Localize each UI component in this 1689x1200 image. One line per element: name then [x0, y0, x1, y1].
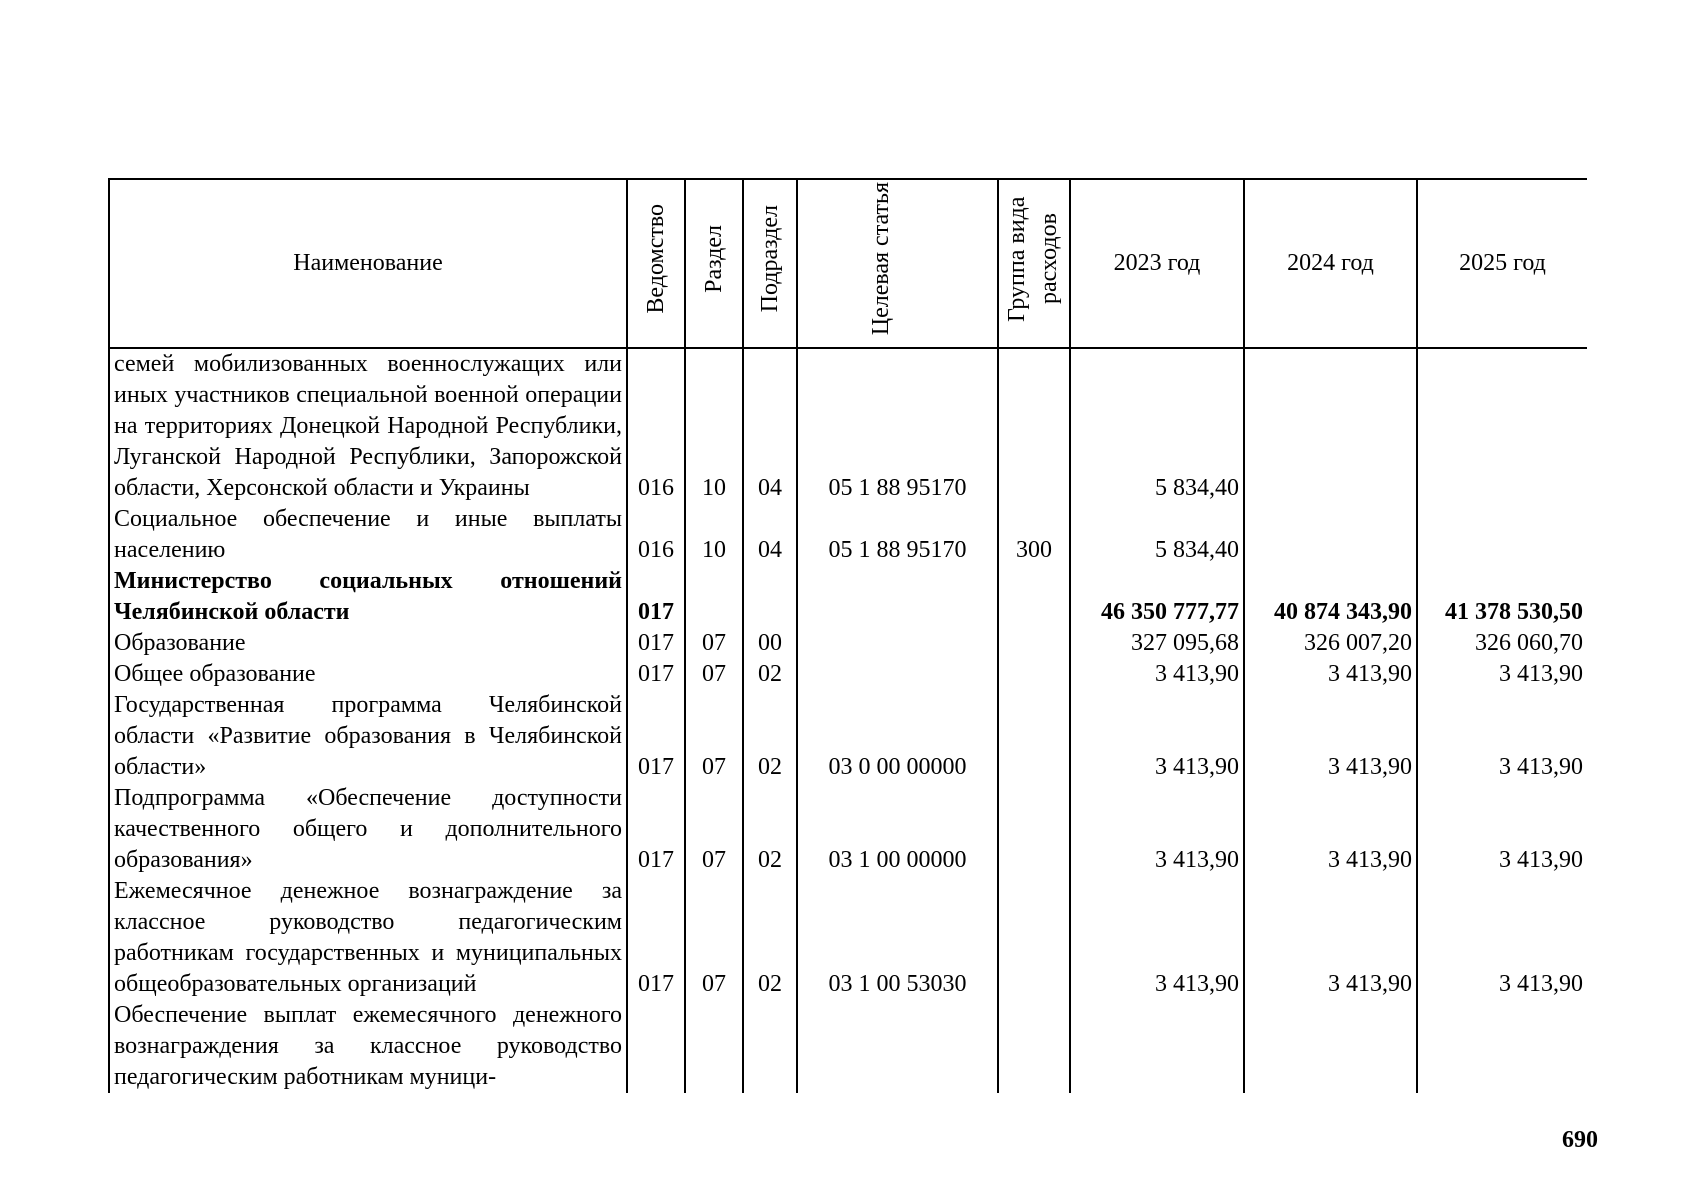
row-target: [797, 628, 998, 659]
row-2025: [1417, 1000, 1587, 1093]
row-2024: 3 413,90: [1244, 783, 1417, 876]
row-target: [797, 659, 998, 690]
row-podrazdel: [743, 1000, 797, 1093]
row-razdel: 10: [685, 348, 743, 504]
row-podrazdel: 02: [743, 690, 797, 783]
row-2023: 3 413,90: [1070, 783, 1244, 876]
row-2025: 41 378 530,50: [1417, 566, 1587, 628]
row-name: Обеспечение выплат ежемесячного денежного вознаграждения за классное руководство педагогическим работникам муници-: [109, 1000, 627, 1093]
row-name: Общее образование: [109, 659, 627, 690]
header-vedomstvo: Ведомство: [627, 179, 685, 348]
row-podrazdel: 04: [743, 348, 797, 504]
row-podrazdel: 04: [743, 504, 797, 566]
row-razdel: 07: [685, 628, 743, 659]
table-row: [109, 659, 1587, 690]
row-group: [998, 659, 1070, 690]
row-2024: 40 874 343,90: [1244, 566, 1417, 628]
row-name: Социальное обеспечение и иные выплаты населению: [109, 504, 627, 566]
row-2025: 3 413,90: [1417, 783, 1587, 876]
budget-table-frame: [108, 178, 1587, 1114]
row-2024: [1244, 504, 1417, 566]
header-2025: 2025 год: [1417, 179, 1587, 348]
row-name: Ежемесячное денежное вознаграждение за классное руководство педагогическим работникам государственных и муниципальных общеобразовательных организаций: [109, 876, 627, 1000]
row-2024: 3 413,90: [1244, 690, 1417, 783]
row-name: Подпрограмма «Обеспечение доступности качественного общего и дополнительного образования»: [109, 783, 627, 876]
row-target: [797, 1000, 998, 1093]
row-vedomstvo: 016: [627, 348, 685, 504]
row-2024: [1244, 1000, 1417, 1093]
row-podrazdel: [743, 566, 797, 628]
table-row: [109, 783, 1587, 876]
table-row: [109, 628, 1587, 659]
row-target: 05 1 88 95170: [797, 348, 998, 504]
row-2025: 3 413,90: [1417, 690, 1587, 783]
row-podrazdel: 00: [743, 628, 797, 659]
row-target: 03 1 00 00000: [797, 783, 998, 876]
row-name: семей мобилизованных военнослужащих или иных участников специальной военной операции на территориях Донецкой Народной Республики, Луганской Народной Республики, Запорожской области, Херсонской области и Украины: [109, 348, 627, 504]
row-group: [998, 566, 1070, 628]
header-name: Наименование: [109, 179, 627, 348]
table-row: [109, 876, 1587, 1000]
table-row: [109, 1000, 1587, 1093]
header-target: Целевая статья: [797, 179, 998, 348]
row-group: [998, 876, 1070, 1000]
row-2024: 3 413,90: [1244, 876, 1417, 1000]
row-razdel: [685, 1000, 743, 1093]
row-target: 03 1 00 53030: [797, 876, 998, 1000]
row-target: [797, 566, 998, 628]
row-name: Министерство социальных отношений Челябинской области: [109, 566, 627, 628]
row-razdel: 07: [685, 690, 743, 783]
row-razdel: 07: [685, 876, 743, 1000]
row-vedomstvo: 017: [627, 690, 685, 783]
row-vedomstvo: 017: [627, 659, 685, 690]
row-vedomstvo: 016: [627, 504, 685, 566]
table-row: [109, 348, 1587, 504]
row-podrazdel: 02: [743, 783, 797, 876]
row-2025: [1417, 504, 1587, 566]
row-2024: [1244, 348, 1417, 504]
row-name: Образование: [109, 628, 627, 659]
row-name: Государственная программа Челябинской области «Развитие образования в Челябинской области»: [109, 690, 627, 783]
table-row: [109, 690, 1587, 783]
header-razdel: Раздел: [685, 179, 743, 348]
row-2023: 46 350 777,77: [1070, 566, 1244, 628]
header-row: [109, 179, 1587, 348]
row-vedomstvo: 017: [627, 876, 685, 1000]
row-razdel: 07: [685, 783, 743, 876]
row-vedomstvo: 017: [627, 783, 685, 876]
row-vedomstvo: 017: [627, 566, 685, 628]
table-row: [109, 566, 1587, 628]
row-2023: 3 413,90: [1070, 659, 1244, 690]
row-2023: 327 095,68: [1070, 628, 1244, 659]
row-2023: 5 834,40: [1070, 348, 1244, 504]
row-target: 05 1 88 95170: [797, 504, 998, 566]
row-podrazdel: 02: [743, 659, 797, 690]
row-2025: 326 060,70: [1417, 628, 1587, 659]
row-vedomstvo: [627, 1000, 685, 1093]
row-2024: 326 007,20: [1244, 628, 1417, 659]
row-razdel: 07: [685, 659, 743, 690]
row-group: [998, 628, 1070, 659]
row-2023: 5 834,40: [1070, 504, 1244, 566]
header-2024: 2024 год: [1244, 179, 1417, 348]
row-podrazdel: 02: [743, 876, 797, 1000]
row-group: [998, 1000, 1070, 1093]
row-2025: 3 413,90: [1417, 876, 1587, 1000]
row-2025: [1417, 348, 1587, 504]
row-group: [998, 783, 1070, 876]
header-group: Группа вида расходов: [998, 179, 1070, 348]
row-2025: 3 413,90: [1417, 659, 1587, 690]
row-2024: 3 413,90: [1244, 659, 1417, 690]
row-razdel: 10: [685, 504, 743, 566]
row-group: [998, 348, 1070, 504]
table-row: [109, 504, 1587, 566]
row-target: 03 0 00 00000: [797, 690, 998, 783]
row-group: [998, 690, 1070, 783]
page-number: 690: [1562, 1127, 1598, 1153]
row-group: 300: [998, 504, 1070, 566]
row-2023: 3 413,90: [1070, 876, 1244, 1000]
row-2023: 3 413,90: [1070, 690, 1244, 783]
row-2023: [1070, 1000, 1244, 1093]
header-podrazdel: Подраздел: [743, 179, 797, 348]
row-vedomstvo: 017: [627, 628, 685, 659]
budget-table: [108, 178, 1587, 1093]
header-2023: 2023 год: [1070, 179, 1244, 348]
row-razdel: [685, 566, 743, 628]
